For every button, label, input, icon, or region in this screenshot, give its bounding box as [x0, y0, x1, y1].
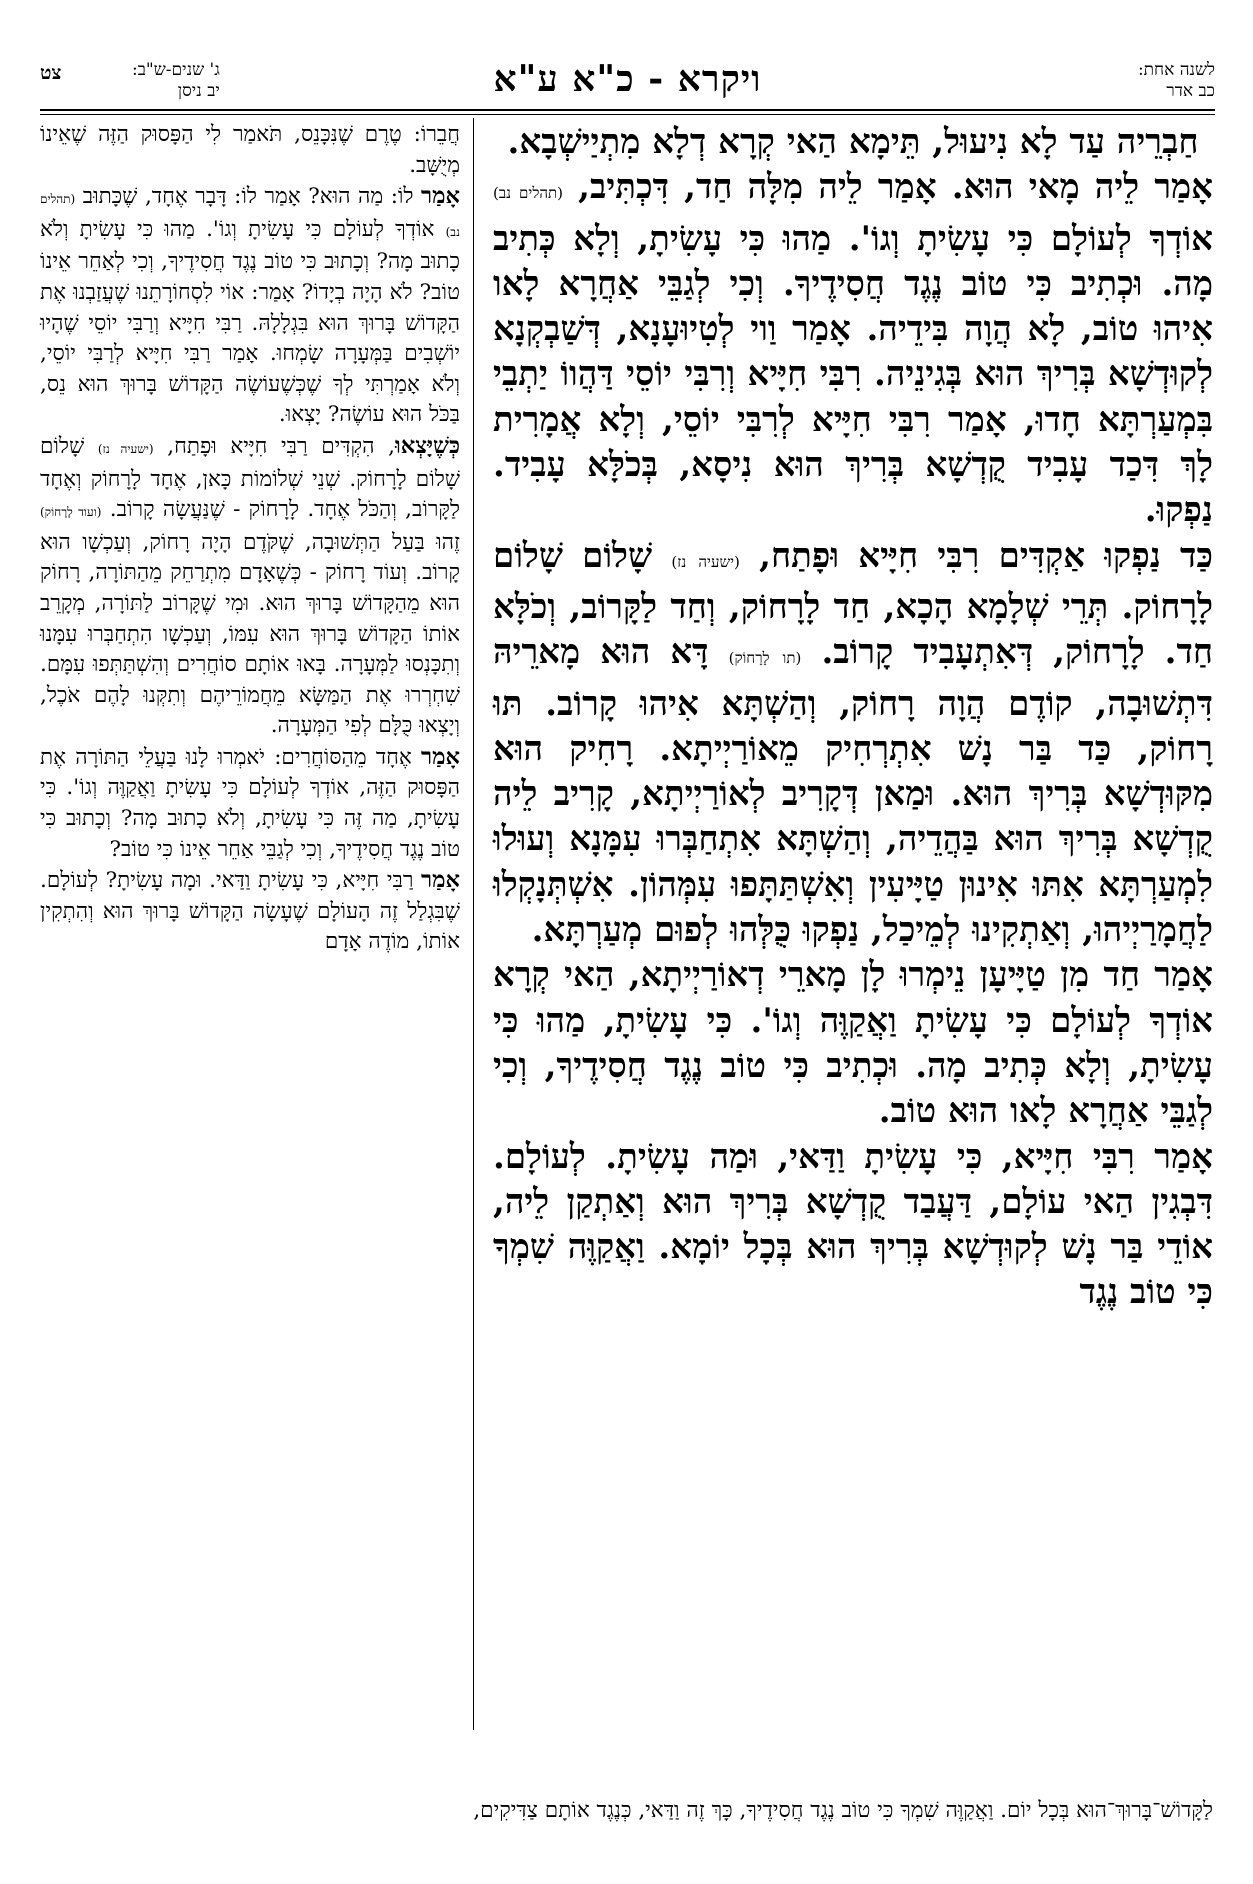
- side-text: , הִקְדִּים רַבִּי חִיָּיא וּפָתַח,: [167, 433, 395, 459]
- continuation-line: לַקָּדוֹשׁ־בָּרוּךְ־הוּא בְּכָל יוֹם. וַאֲקַוֶּה שִׁמְךָ כִּי טוֹב נֶגֶד חֲסִידֶיךָ, כָּךְ זֶה וַדַּאי, כְּנֶגֶד אוֹתָם צַדִּיקִים,: [473, 1798, 1213, 1823]
- verse-citation: (ישעיה נז): [97, 441, 154, 456]
- schedule-three-years-date: יב ניסן: [177, 81, 220, 101]
- verse-citation: (תו לָרָחוֹק): [728, 649, 802, 668]
- verse-citation: (תהלים נב): [40, 192, 460, 239]
- side-paragraph: [40, 865, 460, 958]
- header-left: [132, 60, 220, 102]
- schedule-one-year: לשנה אחת:: [1137, 60, 1215, 80]
- schedule-one-year-date: כב אדר: [1166, 81, 1215, 101]
- side-paragraph: [40, 431, 460, 742]
- main-text: דָּא הוּא מָארֵיהּ דִּתְשׁוּבָה, קוֹדֶם הֲוָה רָחוֹק, וְהַשְׁתָּא אִיהוּ קָרוֹב. תּוּ רָחוֹק, כַּד בַּר נָשׁ אִתְרְחִיק מֵאוֹרַיְיתָא. רָחִיק הוּא מִקּוּדְשָׁא בְּרִיךְ הוּא. וּמַאן דְּקָרִיב לְאוֹרַיְיתָא, קָרִיב לֵיה קֻדְשָׁא בְּרִיךְ הוּא בַּהֲדֵיה, וְהַשְׁתָּא אִתְחַבְּרוּ עִמָּנָא וְעוּלוּ לִמְעַרְתָּא אִתּוּ אִינוּן טַיָּיעִין וְאִשְׁתַּתָּפוּ עִמְּהוֹן. אִשְׁתְּנָקְלוּ לַחֲמָרַיְיהוּ, וְאַתְקִינוּ לְמֵיכַל, נַפְקוּ כֻּלְּהוּ לְפוּם מְעַרְתָּא.: [493, 632, 1213, 951]
- page-header: [40, 58, 1215, 108]
- side-text: שָׁלוֹם שָׁלוֹם לָרָחוֹק. שְׁנֵי שְׁלוֹמוֹת כָּאן, אֶחָד לָרָחוֹק וְאֶחָד לַקָּרוֹב, וְהַכֹּל אֶחָד. לָרָחוֹק - שֶׁנַּעֲשָׂה קָרוֹב.: [40, 433, 460, 523]
- verse-citation: (ישעיה נז): [671, 552, 740, 571]
- header-rule: [40, 109, 1215, 111]
- page-title: ויקרא - כ"א ע"א: [493, 58, 762, 100]
- column-divider: [473, 118, 474, 1730]
- main-text: שָׁלוֹם שָׁלוֹם לָרָחוֹק. תְּרֵי שְׁלָמָא הָכָא, חַד לָרָחוֹק, וְחַד לַקָּרוֹב, וְכֹלָּא חַד. לָרָחוֹק, דְּאִתְעָבִיד קָרוֹב.: [493, 535, 1213, 673]
- paragraph-lead-word: אָמַר: [421, 867, 460, 894]
- main-text: אָמַר לֵיה מָאי הוּא. אָמַר לֵיה מִלָּה חַד, דִּכְתִּיב,: [578, 167, 1214, 208]
- main-paragraph: חַבְרֵיה עַד לָא נִיעוּל, תֵּימָא הַאי קְרָא דְלָא מִתְיַישְׁבָא.: [507, 122, 1199, 162]
- aramaic-column: [493, 120, 1213, 1316]
- main-paragraph: אָמַר חַד מִן טַיָּיעָן נֵימְרוּ לָן מָארֵי דְאוֹרַיְיתָא, הַאי קְרָא אוֹדְךָ לְעוֹלָם כִּי עָשִׂיתָ וַאֲקַוֶּה וְגוֹ'. כִּי עָשִׂיתָ, מַהוּ כִּי עָשִׂיתָ, וְלָא כְּתִיב מָה. וּכְתִיב כִּי טוֹב נֶגֶד חֲסִידֶיךָ, וְכִי לְגַבֵּי אַחֲרָא לָאו הוּא טוֹב.: [493, 955, 1213, 1132]
- side-text: אֶחָד מֵהַסּוֹחֲרִים: יֹאמְרוּ לָנוּ בַּעֲלֵי הַתּוֹרָה אֶת הַפָּסוּק הַזֶּה, אוֹדְךָ לְעוֹלָם כִּי עָשִׂיתָ וַאֲקַוֶּה וְגוֹ'. כִּי עָשִׂיתָ, מַה זֶּה כִּי עָשִׂיתָ, וְלֹא כָתוּב מָה? וְכָתוּב כִּי טוֹב נֶגֶד חֲסִידֶיךָ, וְכִי לְגַבֵּי אַחֵר אֵינוֹ כִּי טוֹב?: [40, 744, 460, 862]
- header-rule-thin: [40, 114, 1215, 115]
- main-text: כַּד נַפְקוּ אַקְדִּים רִבִּי חִיָּיא וּפָתַח,: [759, 535, 1214, 576]
- hebrew-translation-column: [40, 120, 460, 958]
- side-text: רַבִּי חִיָּיא, כִּי עָשִׂיתָ וַדַּאי. וּמָה עָשִׂיתָ? לְעוֹלָם. שֶׁבִּגְלַל זֶה הָעוֹלָם שֶׁעָשָׂה הַקָּדוֹשׁ בָּרוּךְ הוּא וְהִתְקִין אוֹתוֹ, מוֹדֶה אָדָם: [40, 868, 460, 955]
- verse-citation: (ועוד לָרָחוֹק): [40, 505, 102, 520]
- main-paragraph: [493, 534, 1213, 954]
- side-text: אוֹדְךָ לְעוֹלָם כִּי עָשִׂיתָ וְגוֹ'. מַהוּ כִּי עָשִׂיתָ וְלֹא כָתוּב מָה? וְכָתוּב כִּי טוֹב נֶגֶד חֲסִידֶיךָ, וְכִי לְאַחֵר אֵינוֹ טוֹב? לֹא הָיָה בְיָדוֹ? אָמַר: אוֹי לִסְחוֹרָתֵנוּ שֶׁעֲזַבְנוּ אֶת הַקָּדוֹשׁ בָּרוּךְ הוּא בִּגְלָלָהּ. רַבִּי חִיָּיא וְרַבִּי יוֹסֵי שֶׁהָיוּ יוֹשְׁבִים בַּמְּעָרָה שָׂמְחוּ. אָמַר רַבִּי חִיָּיא לְרַבִּי יוֹסֵי, וְלֹא אָמַרְתִּי לְךָ שֶׁכְּשֶׁעוֹשֶׂה הַקָּדוֹשׁ בָּרוּךְ הוּא נֵס, בַּכֹּל הוּא עוֹשֶׂה? יָצְאוּ.: [40, 216, 460, 428]
- page-number: צט: [40, 62, 62, 84]
- side-paragraph: [40, 181, 460, 431]
- verse-citation: (תהלים נב): [493, 184, 563, 203]
- side-paragraph: חֲבֵרוֹ: טֶרֶם שֶׁנִּכָּנֵס, תֹּאמַר לִי הַפָּסוּק הַזֶּה שֶׁאֵינוֹ מְיֻשָּׁב.: [40, 122, 460, 178]
- paragraph-lead-word: כְּשֶׁיָּצְאוּ: [394, 432, 460, 459]
- side-paragraph: [40, 742, 460, 865]
- main-text: אוֹדְךָ לְעוֹלָם כִּי עָשִׂיתָ וְגוֹ'. מַהוּ כִּי עָשִׂיתָ, וְלָא כְּתִיב מָה. וּכְתִיב כִּי טוֹב נֶגֶד חֲסִידֶיךָ. וְכִי לְגַבֵּי אַחֲרָא לָאו אִיהוּ טוֹב, לָא הֲוָה בִּידֵיה. אָמַר וַוי לְטִיוּעָנָא, דְּשַׁבְקְנָא לְקוּדְשָׁא בְּרִיךְ הוּא בְּגִינֵיה. רִבִּי חִיָּיא וְרִבִּי יוֹסֵי דַּהֲווֹ יַתְבֵי בִּמְעַרְתָּא חָדוּ, אָמַר רִבִּי חִיָּיא לְרִבִּי יוֹסֵי, וְלָא אֲמָרִית לָךְ דִּכַד עָבִיד קֻדְשָׁא בְּרִיךְ הוּא נִיסָא, בְּכֹלָּא עָבִיד. נַפְקוּ.: [493, 218, 1213, 531]
- main-paragraph: [493, 165, 1213, 533]
- paragraph-lead-word: אָמַר: [421, 183, 460, 210]
- main-paragraph: אָמַר רִבִּי חִיָּיא, כִּי עָשִׂיתָ וַדַּאי, וּמַה עָשִׂיתָ. לְעוֹלָם. דִּבְגִין הַאי עוֹלָם, דַּעֲבַד קֻדְשָׁא בְּרִיךְ הוּא וְאַתְקַן לֵיה, אוֹדֵי בַּר נָשׁ לְקוּדְשָׁא בְּרִיךְ הוּא בְּכָל יוֹמָא. וַאֲקַוֶּה שִׁמְךָ כִּי טוֹב נֶגֶד: [493, 1136, 1213, 1313]
- side-text: זֶהוּ בַּעַל הַתְּשׁוּבָה, שֶׁקֹּדֶם הָיָה רָחוֹק, וְעַכְשָׁו הוּא קָרוֹב. וְעוֹד רָחוֹק - כְּשֶׁאָדָם מִתְרַחֵק מֵהַתּוֹרָה, רָחוֹק הוּא מֵהַקָּדוֹשׁ בָּרוּךְ הוּא. וּמִי שֶׁקָּרוֹב לַתּוֹרָה, מְקָרֵב אוֹתוֹ הַקָּדוֹשׁ בָּרוּךְ הוּא עִמּוֹ, וְעַכְשָׁו הִתְחַבְּרוּ עִמָּנוּ וְתִכָּנְסוּ לַמְּעָרָה. בָּאוּ אוֹתָם סוֹחֲרִים וְהִשְׁתַּתְּפוּ עִמָּם. שִׁחְרְרוּ אֶת הַמַּשָּׂא מֵחֲמוֹרֵיהֶם וְתִקְּנוּ לָהֶם אֹכֶל, וְיָצְאוּ כֻּלָּם לְפִי הַמְּעָרָה.: [40, 529, 460, 739]
- schedule-three-years: ג' שנים-ש"ב:: [132, 60, 220, 80]
- paragraph-lead-word: אָמַר: [421, 743, 460, 770]
- side-text: לוֹ: מַה הוּא? אָמַר לוֹ: דָּבָר אֶחָד, שֶׁכָּתוּב: [82, 184, 414, 210]
